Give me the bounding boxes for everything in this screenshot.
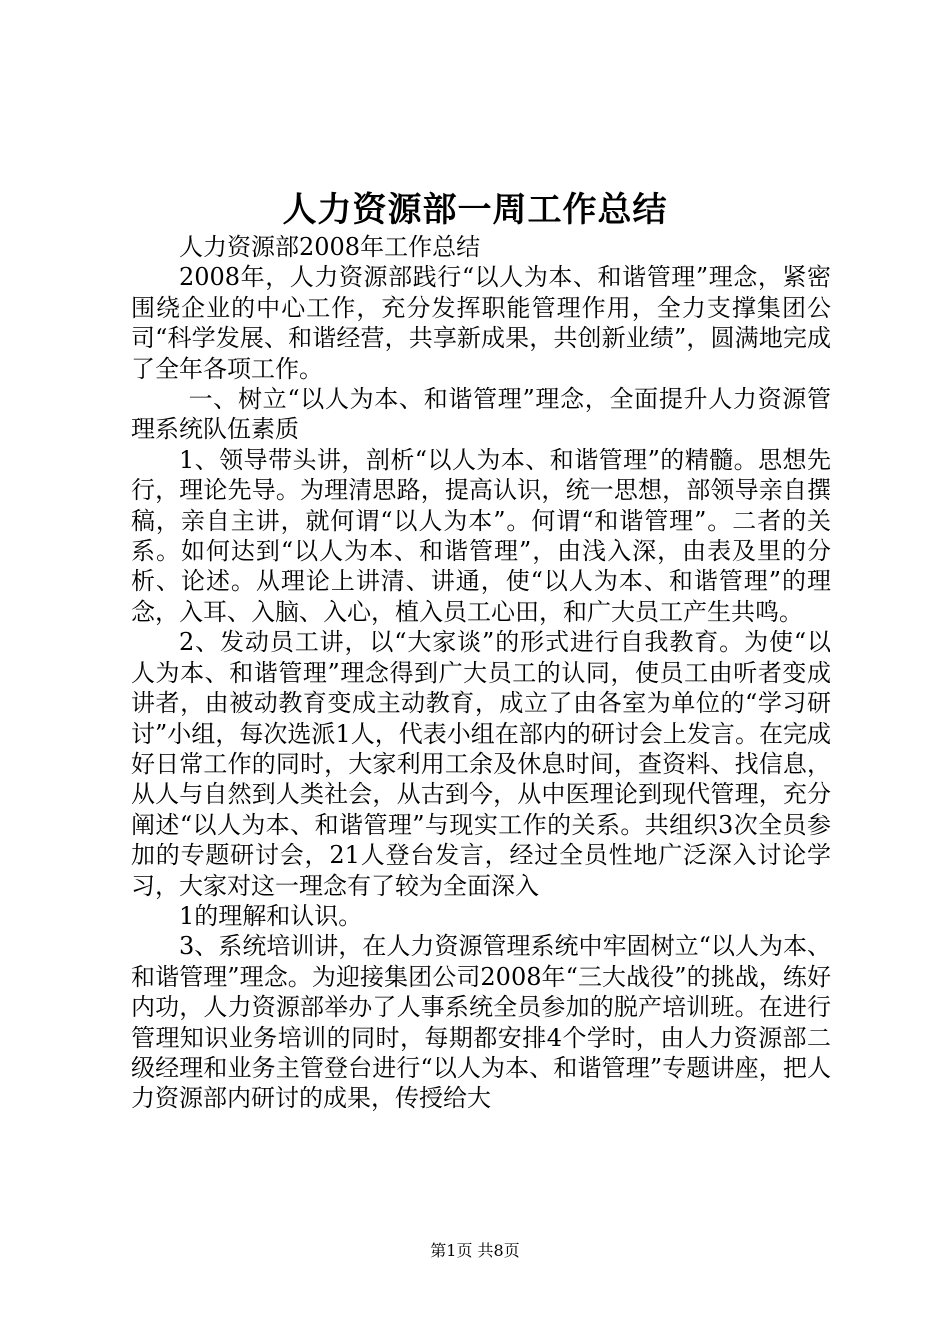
paragraph-item-1: 1、领导带头讲，剖析“以人为本、和谐管理”的精髓。思想先行，理论先导。为理清思路，提高认识，统一思想，部领导亲自撰稿，亲自主讲，就何谓“以人为本”。何谓“和谐管理”。二者的关系。如何达到“以人为本、和谐管理”，由浅入深，由表及里的分析、论述。从理论上讲清、讲通，使“以人为本、和谐管理”的理念，入耳、入脑、入心，植入员工心田，和广大员工产生共鸣。 — [131, 445, 831, 626]
paragraph-item-2: 2、发动员工讲，以“大家谈”的形式进行自我教育。为使“以人为本、和谐管理”理念得到广大员工的认同，使员工由听者变成讲者，由被动教育变成主动教育，成立了由各室为单位的“学习研讨”小组，每次选派1人，代表小组在部内的研讨会上发言。在完成好日常工作的同时，大家利用工余及休息时间，查资料、找信息，从人与自然到人类社会，从古到今，从中医理论到现代管理，充分阐述“以人为本、和谐管理”与现实工作的关系。共组织3次全员参加的专题研讨会，21人登台发言，经过全员性地广泛深入讨论学习，大家对这一理念有了较为全面深入 — [131, 628, 831, 900]
page-footer: 第1页 共8页 — [430, 1241, 520, 1260]
section-heading-1: 一、树立“以人为本、和谐管理”理念，全面提升人力资源管理系统队伍素质 — [131, 385, 831, 444]
paragraph-item-3: 3、系统培训讲，在人力资源管理系统中牢固树立“以人为本、和谐管理”理念。为迎接集团公司2008年“三大战役”的挑战，练好内功，人力资源部举办了人事系统全员参加的脱产培训班。在进行管理知识业务培训的同时，每期都安排4个学时，由人力资源部二级经理和业务主管登台进行“以人为本、和谐管理”专题讲座，把人力资源部内研讨的成果，传授给大 — [131, 932, 831, 1113]
paragraph-intro: 2008年，人力资源部践行“以人为本、和谐管理”理念，紧密围绕企业的中心工作，充分发挥职能管理作用，全力支撑集团公司“科学发展、和谐经营，共享新成果，共创新业绩”，圆满地完成了全年各项工作。 — [131, 263, 831, 383]
paragraph-continuation: 1的理解和认识。 — [179, 901, 363, 930]
paragraph-subtitle: 人力资源部2008年工作总结 — [179, 233, 481, 261]
document-body — [131, 232, 831, 1114]
document-title: 人力资源部一周工作总结 — [282, 190, 668, 230]
